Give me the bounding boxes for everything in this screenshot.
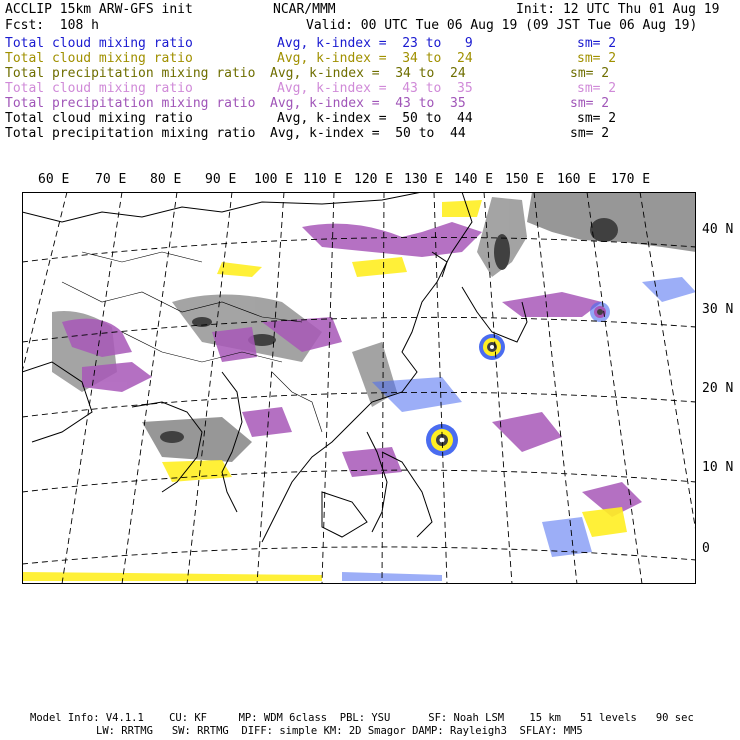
model-title: ACCLIP 15km ARW-GFS init	[5, 2, 193, 17]
legend-stat-4: Avg, k-index = 43 to 35	[277, 81, 473, 96]
legend-stat-7: Avg, k-index = 50 to 44	[270, 126, 466, 141]
lon-label-100e: 100 E	[254, 172, 294, 187]
typhoon-3-icon	[590, 302, 610, 322]
lon-label-150e: 150 E	[505, 172, 545, 187]
legend-field-1: Total cloud mixing ratio	[5, 36, 193, 51]
valid-time: Valid: 00 UTC Tue 06 Aug 19 (09 JST Tue 06 Aug 19)	[306, 18, 698, 33]
lon-label-120e: 120 E	[354, 172, 394, 187]
lon-label-70e: 70 E	[95, 172, 127, 187]
legend-sm-5: sm= 2	[570, 96, 610, 111]
lat-label-30n: 30 N	[702, 302, 734, 317]
model-info-line2: LW: RRTMG SW: RRTMG DIFF: simple KM: 2D Smagor DAMP: Rayleigh3 SFLAY: MM5	[96, 725, 583, 737]
legend-stat-2: Avg, k-index = 34 to 24	[277, 51, 473, 66]
legend-sm-4: sm= 2	[577, 81, 617, 96]
legend-field-6: Total cloud mixing ratio	[5, 111, 193, 126]
lon-label-80e: 80 E	[150, 172, 182, 187]
lon-label-140e: 140 E	[454, 172, 494, 187]
legend-field-5: Total precipitation mixing ratio	[5, 96, 256, 111]
typhoon-1-icon	[426, 424, 458, 456]
legend-sm-6: sm= 2	[577, 111, 617, 126]
forecast-map	[22, 192, 696, 584]
legend-sm-2: sm= 2	[577, 51, 617, 66]
legend-stat-6: Avg, k-index = 50 to 44	[277, 111, 473, 126]
model-info-line1: Model Info: V4.1.1 CU: KF MP: WDM 6class PBL: YSU SF: Noah LSM 15 km 51 levels 90 sec	[30, 712, 694, 724]
lon-label-90e: 90 E	[205, 172, 237, 187]
init-time: Init: 12 UTC Thu 01 Aug 19	[516, 2, 720, 17]
legend-field-3: Total precipitation mixing ratio	[5, 66, 256, 81]
lon-label-130e: 130 E	[404, 172, 444, 187]
legend-sm-7: sm= 2	[570, 126, 610, 141]
legend-stat-3: Avg, k-index = 34 to 24	[270, 66, 466, 81]
legend-field-7: Total precipitation mixing ratio	[5, 126, 256, 141]
org-label: NCAR/MMM	[273, 2, 336, 17]
lon-label-170e: 170 E	[611, 172, 651, 187]
lon-label-60e: 60 E	[38, 172, 70, 187]
legend-stat-5: Avg, k-index = 43 to 35	[270, 96, 466, 111]
forecast-hour: Fcst: 108 h	[5, 18, 99, 33]
legend-sm-1: sm= 2	[577, 36, 617, 51]
typhoon-2-icon	[479, 334, 505, 360]
lon-label-110e: 110 E	[303, 172, 343, 187]
legend-field-4: Total cloud mixing ratio	[5, 81, 193, 96]
legend-sm-3: sm= 2	[570, 66, 610, 81]
lat-label-20n: 20 N	[702, 381, 734, 396]
lat-label-10n: 10 N	[702, 460, 734, 475]
legend-stat-1: Avg, k-index = 23 to 9	[277, 36, 473, 51]
lat-label-40n: 40 N	[702, 222, 734, 237]
lon-label-160e: 160 E	[557, 172, 597, 187]
legend-field-2: Total cloud mixing ratio	[5, 51, 193, 66]
lat-label-0: 0	[702, 541, 710, 556]
